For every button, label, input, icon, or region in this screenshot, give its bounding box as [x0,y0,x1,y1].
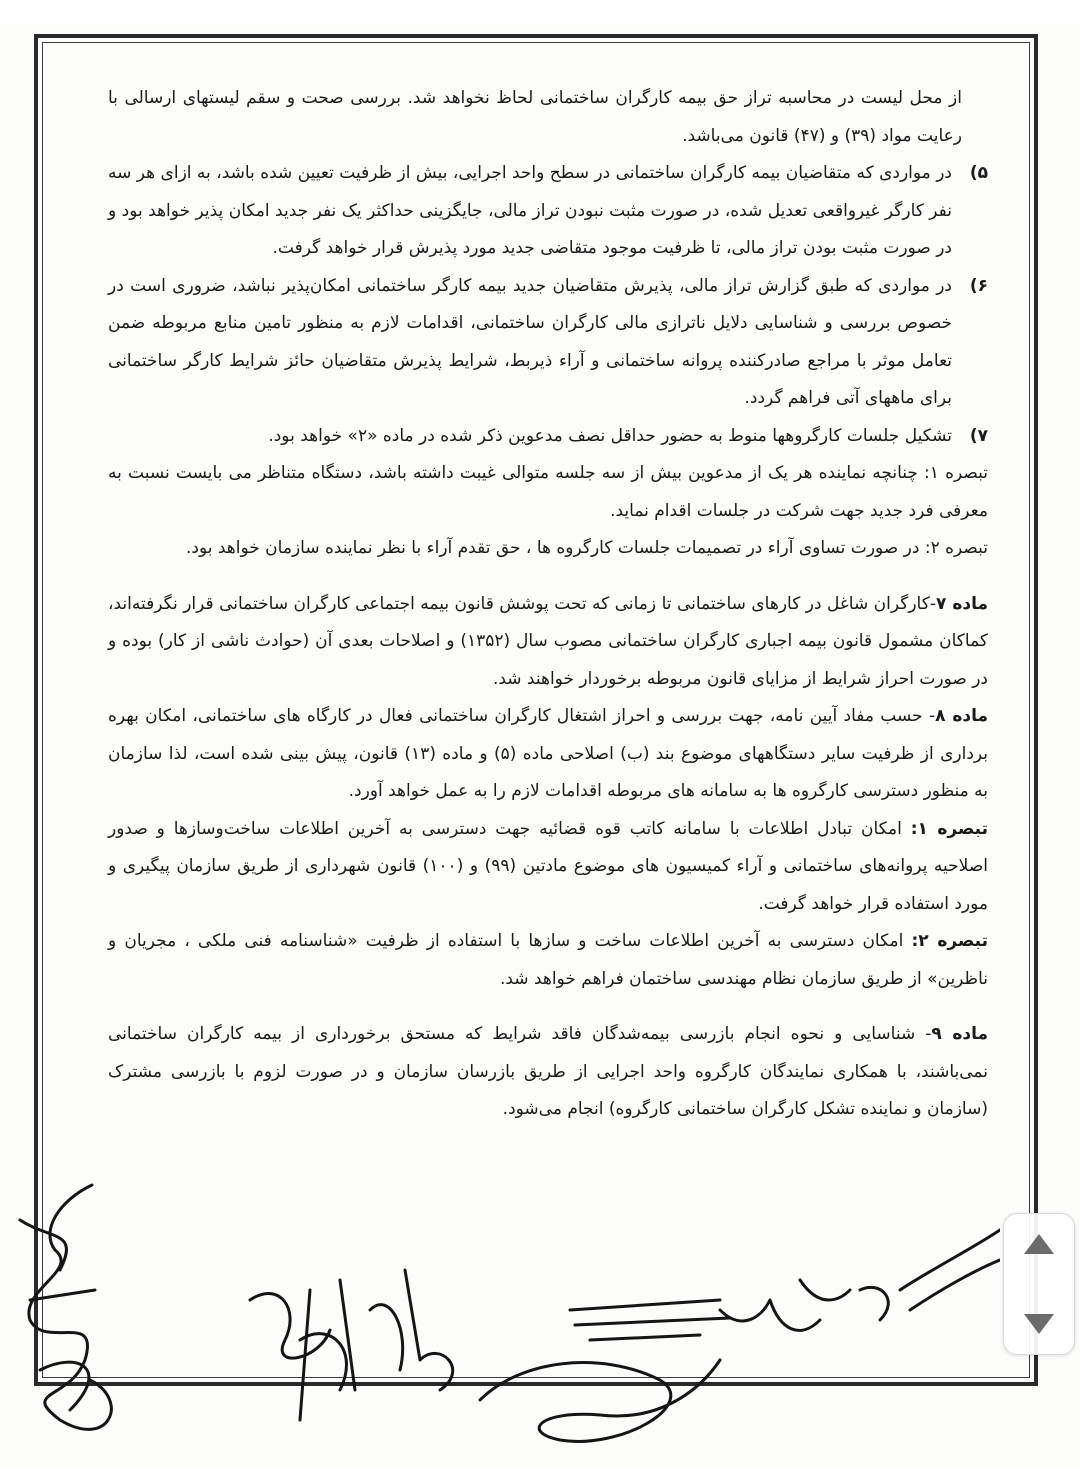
top-strip [0,0,1080,24]
clause-5-number: ۵) [969,163,988,183]
article-9-heading: ماده ۹ [931,1024,988,1044]
article-8-note-1 [108,811,988,924]
clause-7-note-2: تبصره ۲: در صورت تساوی آراء در تصمیمات جلسات کارگروه ها ، حق تقدم آراء با نظر نماینده سازمان خواهد بود. [185,538,988,558]
article-7-heading: ماده ۷ [935,593,989,614]
article-8 [108,698,988,811]
article-8-text: - حسب مفاد آیین نامه، جهت بررسی و احراز اشتغال کارگران ساختمانی فعال در کارگاه های ساختمانی، امکان بهره برداری از ظرفیت سایر دستگاههای موضوع بند (ب) اصلاحی ماده (۵) و ماده (۱۳) قانون، پیش بینی شده است، لذا سازمان به منظور دسترسی کارگروه ها به سامانه های مربوطه اقدامات لازم را به عمل خواهد آورد. [108,706,988,801]
spacer [108,998,988,1016]
article-8-note-1-text: امکان تبادل اطلاعات با سامانه کاتب قوه قضائیه جهت دسترسی به آخرین اطلاعات ساخت‌وسازها و صدور اصلاحیه پروانه‌های ساختمانی و آراء کمیسیون های موضوع مادتین (۹۹) و (۱۰۰) قانون شهرداری از طریق سازمان پیگیری و مورد استفاده قرار خواهد گرفت. [108,818,988,914]
clause-6-text: در مواردی که طبق گزارش تراز مالی، پذیرش متقاضیان جدید بیمه کارگر ساختمانی امکان‌پذیر نباشد، ضروری است در خصوص بررسی و شناسایی دلایل ناترازی مالی کارگران ساختمانی، اقدامات لازم به منظور تامین منابع مربوطه ضمن تعامل موثر با مراجع صادرکننده پروانه ساختمانی و آراء ذیربط، شرایط پذیرش متقاضیان حائز شرایط کارگر ساختمانی برای ماههای آتی فراهم گردد. [108,275,952,408]
article-8-note-2 [108,923,988,998]
intro-paragraph: از محل لیست در محاسبه تراز حق بیمه کارگران ساختمانی لحاظ نخواهد شد. بررسی صحت و سقم لیستهای ارسالی با رعایت مواد (۳۹) و (۴۷) قانون می‌باشد. [108,88,962,146]
article-7 [108,586,988,699]
clause-6-number: ۶) [969,275,988,296]
clause-5 [108,155,988,268]
clause-7-note-1: تبصره ۱: چنانچه نماینده هر یک از مدعوین بیش از سه جلسه متوالی غیبت داشته باشد، دستگاه متناظر می بایست نسبت به معرفی فرد جدید جهت شرکت در جلسات اقدام نماید. [108,463,988,521]
article-9 [108,1016,988,1129]
clause-6 [108,268,988,418]
scroll-controls [1003,1213,1075,1355]
chevron-up-icon[interactable] [1021,1230,1057,1258]
article-8-note-2-text: امکان دسترسی به آخرین اطلاعات ساخت و سازها با استفاده از ظرفیت «شناسنامه فنی ملکی ، مجریان و ناظرین» از طریق سازمان نظام مهندسی ساختمان فراهم خواهد شد. [108,931,988,989]
clause-7-text: تشکیل جلسات کارگروهها منوط به حضور حداقل نصف مدعوین ذکر شده در ماده «۲» خواهد بود. [268,425,952,446]
clause-7 [108,418,988,456]
chevron-down-icon[interactable] [1021,1310,1057,1338]
clause-7-number: ۷) [969,425,988,446]
article-8-heading: ماده ۸ [935,706,988,726]
clause-5-text: در مواردی که متقاضیان بیمه کارگران ساختمانی در سطح واحد اجرایی، بیش از ظرفیت تعیین شده باشد، به ازای هر سه نفر کارگر غیرواقعی تعدیل شده، در صورت مثبت نبودن تراز مالی، جایگزینی حداکثر یک نفر جدید امکان پذیر خواهد بود و در صورت مثبت بودن تراز مالی، تا ظرفیت موجود متقاضی جدید مورد پذیرش قرار خواهد گرفت. [108,163,952,258]
article-8-note-1-heading: تبصره ۱: [910,818,989,839]
article-9-text: - شناسایی و نحوه انجام بازرسی بیمه‌شدگان فاقد شرایط که مستحق برخورداری از بیمه کارگران ساختمانی نمی‌باشند، با همکاری نمایندگان کارگروه واحد اجرایی از طریق بازرسان سازمان و در صورت لزوم با بازرسی مشترک (سازمان و نماینده تشکل کارگران ساختمانی کارگروه) انجام می‌شود. [108,1024,988,1119]
document-body [108,80,988,1129]
article-8-note-2-heading: تبصره ۲: [911,931,988,951]
article-7-text: -کارگران شاغل در کارهای ساختمانی تا زمانی که تحت پوشش قانون بیمه اجتماعی کارگران ساختمانی قرار نگرفته‌اند، کماکان مشمول قانون بیمه اجباری کارگران ساختمانی مصوب سال (۱۳۵۲) و اصلاحات بعدی آن (حوادث ناشی از کار) بوده و در صورت احراز شرایط از مزایای قانون مربوطه برخوردار خواهند شد. [108,593,988,689]
spacer [108,568,988,586]
